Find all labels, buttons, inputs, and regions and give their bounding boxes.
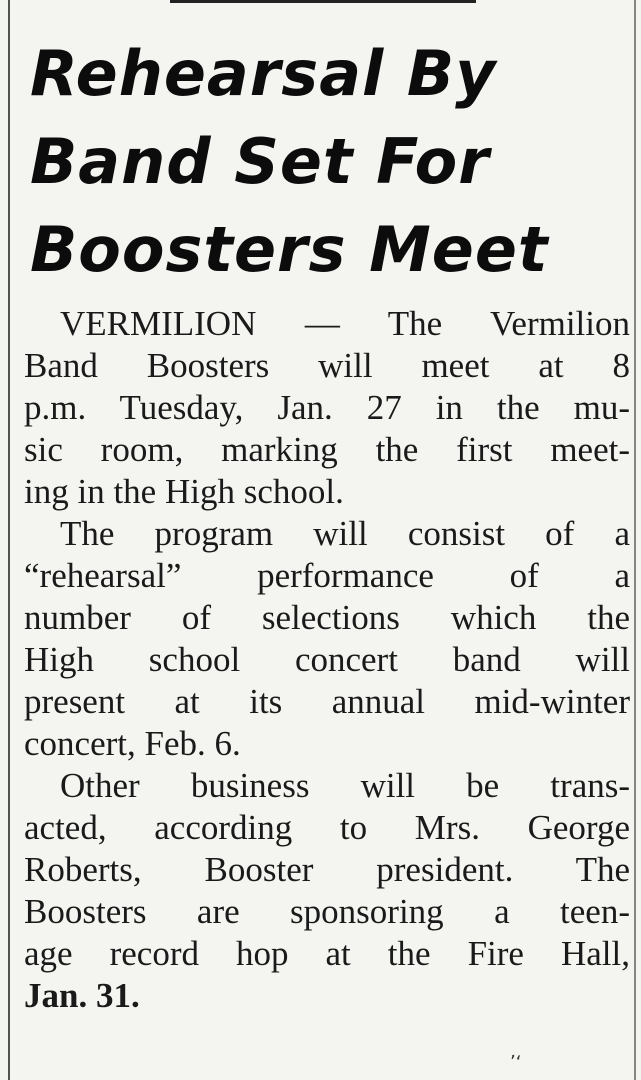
article-line: sic room, marking the first meet- xyxy=(24,430,630,469)
article-line: VERMILION — The Vermilion xyxy=(60,304,630,343)
headline-line: Band Set For xyxy=(30,125,490,198)
article-paragraph-1 xyxy=(24,303,630,513)
article-line: Other business will be trans- xyxy=(60,766,630,805)
article-paragraph-3 xyxy=(24,765,630,1017)
article-line: Band Boosters will meet at 8 xyxy=(24,346,630,385)
article-line: acted, according to Mrs. George xyxy=(24,808,630,847)
article-line: Boosters are sponsoring a teen- xyxy=(24,892,630,931)
article-line: “rehearsal” performance of a xyxy=(24,556,630,595)
headline-line: Rehearsal By xyxy=(30,37,497,110)
article-line: High school concert band will xyxy=(24,640,630,679)
print-smudge: ʼʻ xyxy=(510,1052,522,1073)
article-line: The program will consist of a xyxy=(60,514,630,553)
article-line: concert, Feb. 6. xyxy=(24,724,241,763)
headline-line: Boosters Meet xyxy=(30,213,549,286)
left-column-rule xyxy=(8,0,10,1080)
article-line: present at its annual mid-winter xyxy=(24,682,630,721)
article-line: p.m. Tuesday, Jan. 27 in the mu- xyxy=(24,388,630,427)
article-body xyxy=(24,303,630,1017)
article-line: ing in the High school. xyxy=(24,472,344,511)
top-rule-divider xyxy=(170,0,476,3)
right-column-rule xyxy=(634,0,636,1080)
closing-date: Jan. 31. xyxy=(24,976,140,1015)
headline xyxy=(30,30,620,294)
article-line: number of selections which the xyxy=(24,598,630,637)
article-line: Roberts, Booster president. The xyxy=(24,850,630,889)
article-paragraph-2 xyxy=(24,513,630,765)
article-line: age record hop at the Fire Hall, xyxy=(24,934,630,973)
